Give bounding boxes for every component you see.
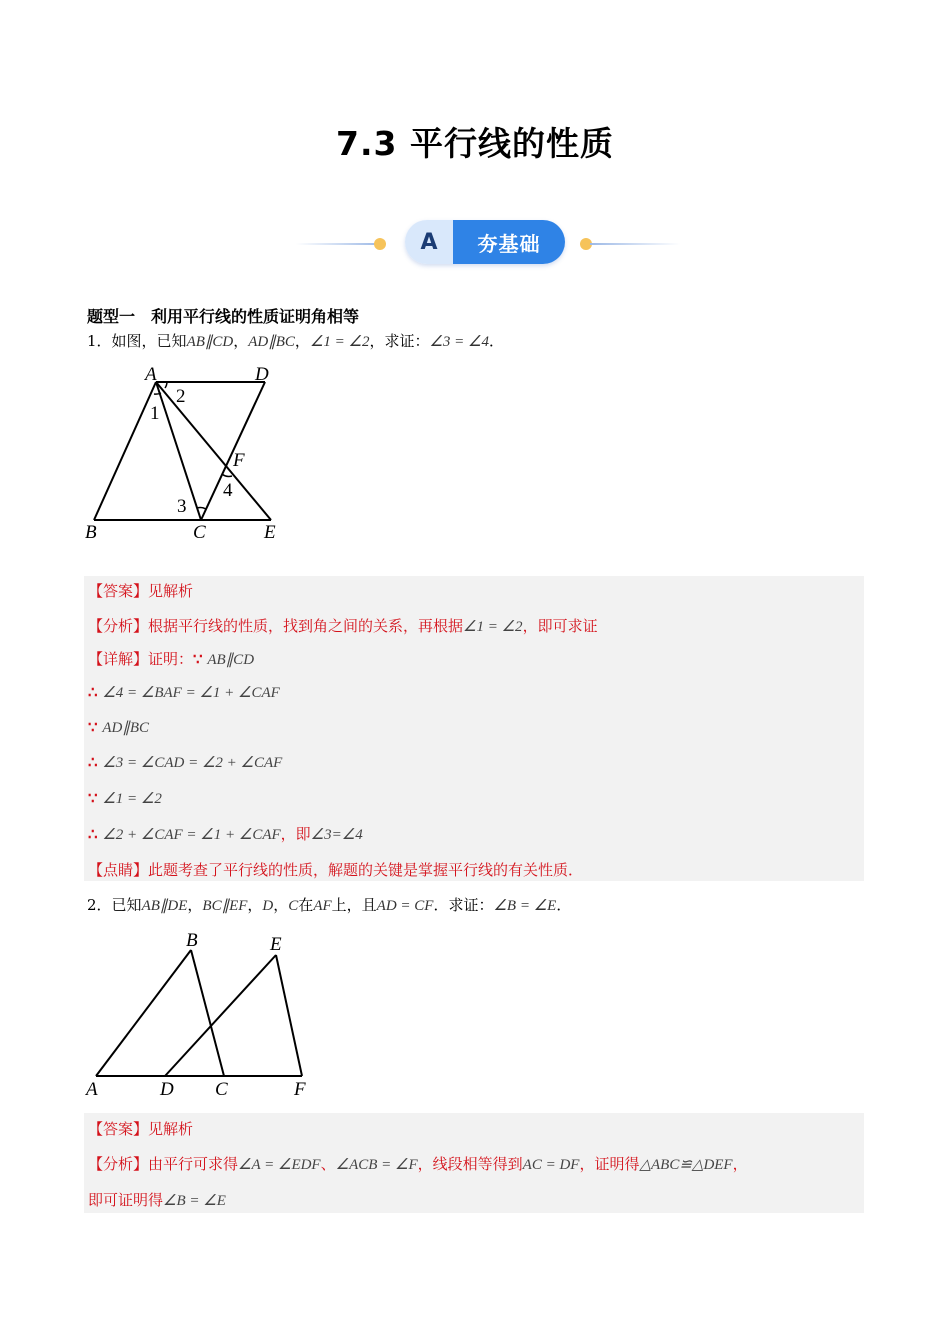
- math-expr: AB∥CD: [186, 334, 234, 350]
- analysis-text: 即可证明得: [88, 1191, 164, 1209]
- therefore-symbol: ∴: [88, 683, 98, 701]
- solution-line: [88, 648, 254, 669]
- proof-text: ，即: [280, 825, 311, 843]
- segment-de: [165, 955, 276, 1076]
- proof-line: [88, 753, 282, 772]
- fig-label: D: [255, 364, 269, 385]
- proof-line: [88, 683, 280, 702]
- math-expr: ∠1 = ∠2: [463, 619, 523, 635]
- comment-text: 此题考查了平行线的性质，解题的关键是掌握平行线的有关性质．: [148, 861, 584, 879]
- fig-label: C: [193, 522, 206, 543]
- segment-ab: [94, 382, 156, 520]
- math-expr: ∠B = ∠E: [493, 898, 557, 914]
- analysis-text: ，线段相等得到: [417, 1155, 523, 1173]
- segment-ab: [96, 950, 191, 1076]
- math-expr: AF: [313, 898, 332, 914]
- fig-angle-label: 1: [150, 403, 160, 424]
- fig-label: D: [160, 1079, 174, 1100]
- question-text: 上，且: [331, 896, 377, 914]
- fig-angle-label: 3: [177, 496, 187, 517]
- analysis-text: ，证明得: [579, 1155, 640, 1173]
- fig-label: B: [186, 930, 198, 951]
- analysis-text: 根据平行线的性质，找到角之间的关系，再根据: [148, 617, 464, 635]
- analysis-text: 、: [320, 1155, 336, 1173]
- question-2: [87, 894, 571, 915]
- therefore-symbol: ∴: [88, 753, 98, 771]
- math-expr: ∠ACB = ∠F: [335, 1157, 418, 1173]
- figure-1: [80, 360, 310, 550]
- analysis-tag: 【分析】: [88, 617, 149, 635]
- punct: ，: [294, 332, 310, 350]
- analysis-text: ，即可求证: [522, 617, 598, 635]
- segment-ef: [276, 955, 302, 1076]
- section-badge: [405, 220, 565, 264]
- punct: ，: [247, 896, 263, 914]
- fig-label: E: [264, 522, 276, 543]
- section-divider-left: [296, 243, 380, 245]
- answer-box-1: [84, 576, 864, 881]
- math-expr: AB∥DE: [141, 898, 188, 914]
- answer-box-2: [84, 1113, 864, 1213]
- segment-ae: [156, 382, 271, 520]
- figure-2: [80, 925, 330, 1105]
- page-title: 7.3 平行线的性质: [336, 124, 614, 163]
- solution-tag: 【详解】: [88, 650, 149, 668]
- question-1: [87, 330, 504, 351]
- math-expr: ∠3 = ∠CAD = ∠2 + ∠CAF: [102, 755, 283, 771]
- proof-line: [88, 789, 162, 808]
- angle-arc-1: [154, 393, 161, 394]
- proof-line: [88, 718, 149, 737]
- punct: ，: [187, 896, 203, 914]
- punct: ，: [233, 332, 249, 350]
- question-number: 2．: [87, 896, 112, 914]
- analysis-tag: 【分析】: [88, 1155, 149, 1173]
- because-symbol: ∵: [88, 789, 98, 807]
- math-expr: AC = DF: [522, 1157, 580, 1173]
- analysis-line: [88, 1189, 226, 1210]
- math-expr: AD∥BC: [248, 334, 295, 350]
- fig-angle-label: 4: [223, 480, 233, 501]
- punct: ．: [556, 896, 572, 914]
- answer-text: 见解析: [148, 582, 194, 600]
- math-expr: C: [288, 898, 299, 914]
- comment-line: [88, 859, 583, 880]
- question-text: ，求证：: [369, 332, 430, 350]
- math-expr: AB∥CD: [207, 652, 255, 668]
- fig-label: F: [233, 450, 245, 471]
- answer-text: 见解析: [148, 1120, 194, 1138]
- math-expr: ∠1 = ∠2: [102, 791, 162, 807]
- punct: ，: [273, 896, 289, 914]
- analysis-text: 由平行可求得: [148, 1155, 239, 1173]
- question-type-heading: 题型一 利用平行线的性质证明角相等: [87, 307, 360, 326]
- fig-label: E: [270, 934, 282, 955]
- fig-label: F: [294, 1079, 306, 1100]
- because-symbol: ∵: [88, 718, 98, 736]
- section-divider-right: [590, 243, 680, 245]
- divider-dot-left: [374, 238, 386, 250]
- badge-letter: A: [405, 220, 453, 264]
- math-expr: △ABC≌△DEF: [639, 1157, 733, 1173]
- question-text: 已知: [111, 896, 142, 914]
- math-expr: ∠B = ∠E: [163, 1193, 226, 1209]
- question-text: 在: [298, 896, 314, 914]
- because-symbol: ∵: [193, 650, 203, 668]
- math-expr: ∠3=∠4: [310, 827, 363, 843]
- math-expr: ∠4 = ∠BAF = ∠1 + ∠CAF: [102, 685, 280, 701]
- segment-bc: [191, 950, 224, 1076]
- answer-tag: 【答案】: [88, 1120, 149, 1138]
- analysis-line: [88, 1153, 748, 1174]
- math-expr: D: [262, 898, 274, 914]
- analysis-text: ，: [732, 1155, 748, 1173]
- fig-label: C: [215, 1079, 228, 1100]
- math-expr: ∠3 = ∠4: [429, 334, 490, 350]
- analysis-line: [88, 615, 598, 636]
- fig-label: B: [85, 522, 97, 543]
- badge-text: 夯基础: [453, 220, 565, 264]
- math-expr: ∠1 = ∠2: [309, 334, 370, 350]
- angle-arc-4: [222, 474, 232, 476]
- therefore-symbol: ∴: [88, 825, 98, 843]
- punct: ．: [489, 332, 505, 350]
- question-text: ．求证：: [433, 896, 494, 914]
- answer-line: [88, 1118, 193, 1139]
- fig-label: A: [86, 1079, 98, 1100]
- math-expr: AD∥BC: [102, 720, 149, 736]
- math-expr: BC∥EF: [202, 898, 248, 914]
- proof-line: [88, 823, 363, 844]
- fig-label: A: [145, 364, 157, 385]
- answer-line: [88, 580, 193, 601]
- math-expr: ∠2 + ∠CAF = ∠1 + ∠CAF: [102, 827, 281, 843]
- fig-angle-label: 2: [176, 386, 186, 407]
- question-text: 如图，已知: [111, 332, 187, 350]
- question-number: 1．: [87, 332, 112, 350]
- comment-tag: 【点睛】: [88, 861, 149, 879]
- math-expr: AD = CF: [376, 898, 434, 914]
- answer-tag: 【答案】: [88, 582, 149, 600]
- solution-text: 证明：: [148, 650, 194, 668]
- math-expr: ∠A = ∠EDF: [238, 1157, 321, 1173]
